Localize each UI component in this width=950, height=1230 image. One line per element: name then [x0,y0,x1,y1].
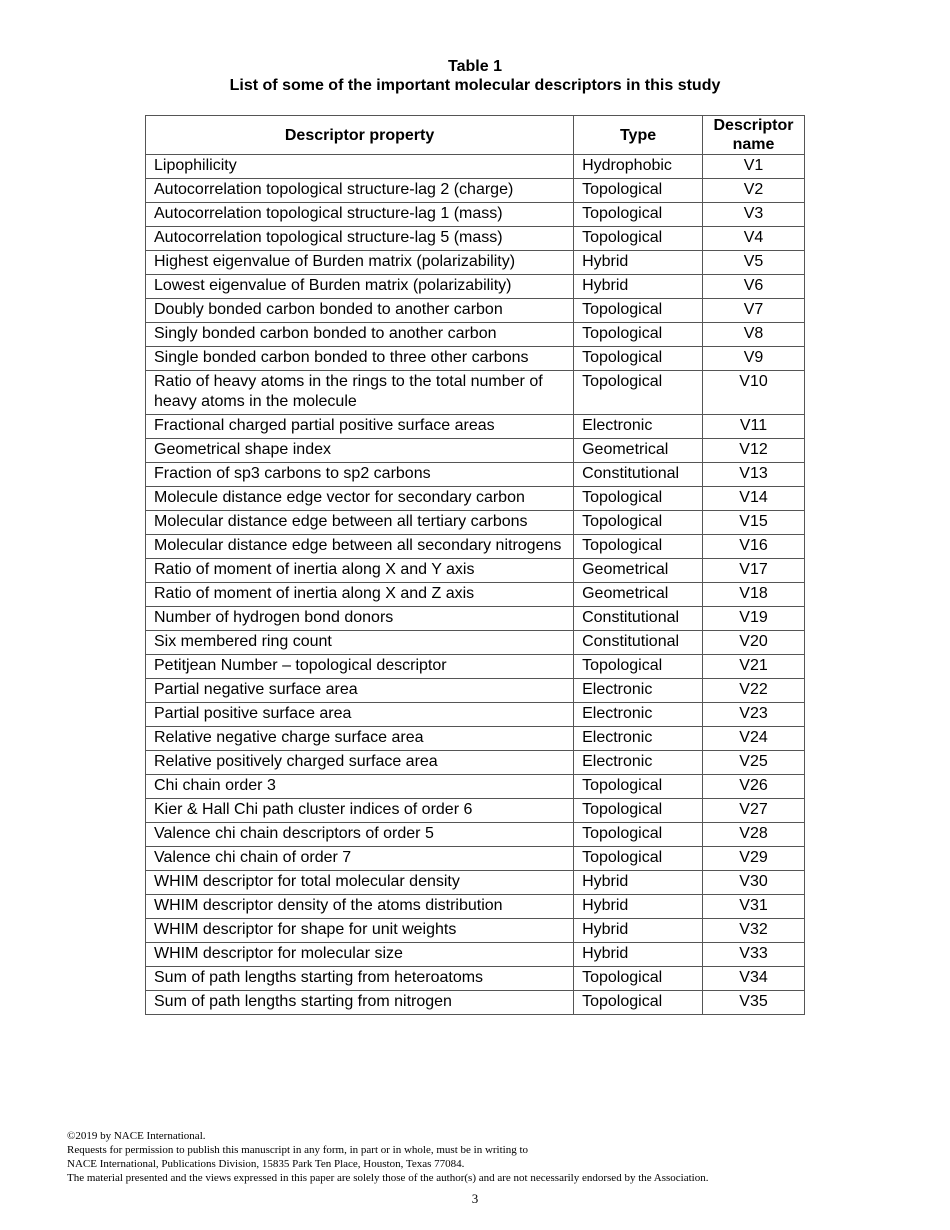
descriptor-property-cell: Doubly bonded carbon bonded to another carbon [146,299,574,323]
descriptor-name-cell: V13 [703,463,805,487]
table-row [146,871,805,895]
type-cell: Hybrid [574,275,703,299]
table-row [146,895,805,919]
type-cell: Hybrid [574,895,703,919]
type-cell: Hydrophobic [574,155,703,179]
table-caption: List of some of the important molecular descriptors in this study [229,77,721,94]
descriptor-property-cell: Fraction of sp3 carbons to sp2 carbons [146,463,574,487]
table-row [146,487,805,511]
type-cell: Constitutional [574,607,703,631]
table-row [146,823,805,847]
type-cell: Electronic [574,727,703,751]
type-cell: Electronic [574,751,703,775]
type-cell: Electronic [574,703,703,727]
table-row [146,203,805,227]
table-row [146,559,805,583]
type-cell: Topological [574,967,703,991]
table-row [146,227,805,251]
descriptor-name-cell: V18 [703,583,805,607]
descriptor-name-cell: V21 [703,655,805,679]
descriptor-property-cell: Singly bonded carbon bonded to another carbon [146,323,574,347]
table-row [146,727,805,751]
type-cell: Topological [574,323,703,347]
descriptor-name-cell: V8 [703,323,805,347]
descriptor-property-cell: Relative positively charged surface area [146,751,574,775]
table-row [146,991,805,1015]
header-descriptor-property: Descriptor property [146,116,574,155]
descriptor-property-cell: Autocorrelation topological structure-lag 1 (mass) [146,203,574,227]
table-row [146,439,805,463]
table-row [146,155,805,179]
footer-line: The material presented and the views expressed in this paper are solely those of the author(s) and are not necessarily endorsed by the Association. [67,1172,709,1184]
descriptor-name-cell: V6 [703,275,805,299]
descriptor-property-cell: Number of hydrogen bond donors [146,607,574,631]
descriptor-name-cell: V15 [703,511,805,535]
descriptor-property-cell: Sum of path lengths starting from heteroatoms [146,967,574,991]
descriptor-property-cell: Ratio of heavy atoms in the rings to the total number of heavy atoms in the molecule [146,371,574,415]
descriptor-name-cell: V32 [703,919,805,943]
descriptor-name-cell: V30 [703,871,805,895]
type-cell: Topological [574,799,703,823]
descriptor-table [145,115,805,1015]
descriptor-name-cell: V11 [703,415,805,439]
descriptor-property-cell: Six membered ring count [146,631,574,655]
descriptor-name-cell: V10 [703,371,805,415]
type-cell: Topological [574,511,703,535]
type-cell: Topological [574,179,703,203]
type-cell: Topological [574,299,703,323]
table-row [146,799,805,823]
table-header-row [146,116,805,155]
footer-line: Requests for permission to publish this manuscript in any form, in part or in whole, must be in writing to [67,1144,529,1156]
descriptor-name-cell: V29 [703,847,805,871]
descriptor-name-cell: V4 [703,227,805,251]
type-cell: Electronic [574,679,703,703]
descriptor-property-cell: WHIM descriptor for shape for unit weights [146,919,574,943]
descriptor-property-cell: WHIM descriptor density of the atoms distribution [146,895,574,919]
descriptor-property-cell: Partial negative surface area [146,679,574,703]
table-row [146,415,805,439]
type-cell: Topological [574,823,703,847]
table-body [146,155,805,1015]
type-cell: Geometrical [574,439,703,463]
type-cell: Topological [574,655,703,679]
descriptor-name-cell: V24 [703,727,805,751]
descriptor-name-cell: V33 [703,943,805,967]
table-row [146,775,805,799]
table-row [146,967,805,991]
table-row [146,607,805,631]
footer-line: NACE International, Publications Division, 15835 Park Ten Place, Houston, Texas 77084. [67,1158,465,1170]
descriptor-property-cell: Autocorrelation topological structure-lag 5 (mass) [146,227,574,251]
table-row [146,275,805,299]
table-label: Table 1 [448,58,502,75]
descriptor-name-cell: V28 [703,823,805,847]
descriptor-property-cell: Petitjean Number – topological descriptor [146,655,574,679]
descriptor-property-cell: Chi chain order 3 [146,775,574,799]
header-descriptor-name: Descriptor name [703,116,805,155]
descriptor-name-cell: V17 [703,559,805,583]
descriptor-name-cell: V12 [703,439,805,463]
descriptor-name-cell: V14 [703,487,805,511]
descriptor-name-cell: V7 [703,299,805,323]
descriptor-property-cell: Lowest eigenvalue of Burden matrix (polarizability) [146,275,574,299]
descriptor-property-cell: Autocorrelation topological structure-lag 2 (charge) [146,179,574,203]
type-cell: Hybrid [574,251,703,275]
descriptor-property-cell: Valence chi chain of order 7 [146,847,574,871]
descriptor-name-cell: V25 [703,751,805,775]
descriptor-name-cell: V1 [703,155,805,179]
type-cell: Topological [574,371,703,415]
table-row [146,347,805,371]
descriptor-property-cell: Fractional charged partial positive surface areas [146,415,574,439]
descriptor-name-cell: V34 [703,967,805,991]
descriptor-property-cell: Single bonded carbon bonded to three other carbons [146,347,574,371]
table-row [146,703,805,727]
descriptor-property-cell: Partial positive surface area [146,703,574,727]
descriptor-name-cell: V26 [703,775,805,799]
descriptor-property-cell: Molecular distance edge between all tertiary carbons [146,511,574,535]
descriptor-property-cell: Ratio of moment of inertia along X and Y axis [146,559,574,583]
table-row [146,463,805,487]
descriptor-property-cell: Kier & Hall Chi path cluster indices of order 6 [146,799,574,823]
type-cell: Topological [574,487,703,511]
type-cell: Geometrical [574,559,703,583]
descriptor-name-cell: V16 [703,535,805,559]
type-cell: Hybrid [574,919,703,943]
descriptor-property-cell: Relative negative charge surface area [146,727,574,751]
table-row [146,943,805,967]
type-cell: Constitutional [574,463,703,487]
table-row [146,919,805,943]
type-cell: Hybrid [574,943,703,967]
page-number: 3 [471,1191,479,1206]
table-row [146,679,805,703]
descriptor-name-cell: V23 [703,703,805,727]
type-cell: Topological [574,347,703,371]
descriptor-name-cell: V20 [703,631,805,655]
type-cell: Topological [574,227,703,251]
table-row [146,251,805,275]
table-row [146,371,805,415]
type-cell: Topological [574,991,703,1015]
descriptor-name-cell: V22 [703,679,805,703]
table-row [146,323,805,347]
table-row [146,751,805,775]
type-cell: Topological [574,847,703,871]
descriptor-property-cell: Lipophilicity [146,155,574,179]
type-cell: Topological [574,535,703,559]
descriptor-property-cell: Sum of path lengths starting from nitrogen [146,991,574,1015]
table-row [146,631,805,655]
descriptor-name-cell: V2 [703,179,805,203]
type-cell: Constitutional [574,631,703,655]
table-row [146,299,805,323]
descriptor-property-cell: WHIM descriptor for molecular size [146,943,574,967]
descriptor-name-cell: V27 [703,799,805,823]
table-row [146,535,805,559]
descriptor-name-cell: V31 [703,895,805,919]
header-type: Type [574,116,703,155]
descriptor-name-cell: V3 [703,203,805,227]
descriptor-name-cell: V19 [703,607,805,631]
descriptor-property-cell: WHIM descriptor for total molecular density [146,871,574,895]
type-cell: Topological [574,203,703,227]
descriptor-property-cell: Valence chi chain descriptors of order 5 [146,823,574,847]
type-cell: Hybrid [574,871,703,895]
type-cell: Geometrical [574,583,703,607]
table-row [146,847,805,871]
type-cell: Electronic [574,415,703,439]
table-row [146,655,805,679]
descriptor-name-cell: V35 [703,991,805,1015]
footer-line: ©2019 by NACE International. [67,1130,206,1142]
descriptor-property-cell: Ratio of moment of inertia along X and Z axis [146,583,574,607]
table-row [146,583,805,607]
descriptor-property-cell: Geometrical shape index [146,439,574,463]
descriptor-property-cell: Highest eigenvalue of Burden matrix (polarizability) [146,251,574,275]
descriptor-name-cell: V9 [703,347,805,371]
descriptor-name-cell: V5 [703,251,805,275]
type-cell: Topological [574,775,703,799]
table-row [146,511,805,535]
copyright-footer [67,1129,708,1185]
descriptor-property-cell: Molecular distance edge between all secondary nitrogens [146,535,574,559]
table-row [146,179,805,203]
descriptor-property-cell: Molecule distance edge vector for secondary carbon [146,487,574,511]
